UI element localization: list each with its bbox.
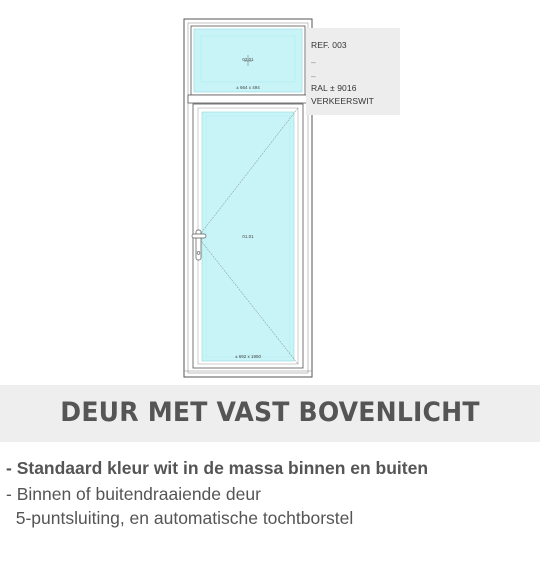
transom-id: 02.01 — [242, 57, 254, 62]
door-panel-size: ± 692 x 1950 — [235, 354, 261, 359]
feature-item: 5-puntsluiting, en automatische tochtborstel — [6, 508, 354, 528]
reference-code: REF. 003 — [311, 40, 347, 50]
color-code: RAL ± 9016 — [311, 83, 357, 93]
page-title: DEUR MET VAST BOVENLICHT — [60, 397, 480, 428]
feature-item: - Standaard kleur wit in de massa binnen en buiten — [6, 458, 429, 478]
door-panel-id: 01.01 — [242, 234, 254, 239]
color-name: VERKEERSWIT — [311, 96, 374, 106]
reference-dash-1: – — [311, 57, 316, 67]
reference-dash-2: – — [311, 71, 316, 81]
transom-bar — [188, 95, 308, 103]
feature-item: - Binnen of buitendraaiende deur — [6, 484, 261, 504]
transom-size: ± 664 x 494 — [236, 85, 260, 90]
